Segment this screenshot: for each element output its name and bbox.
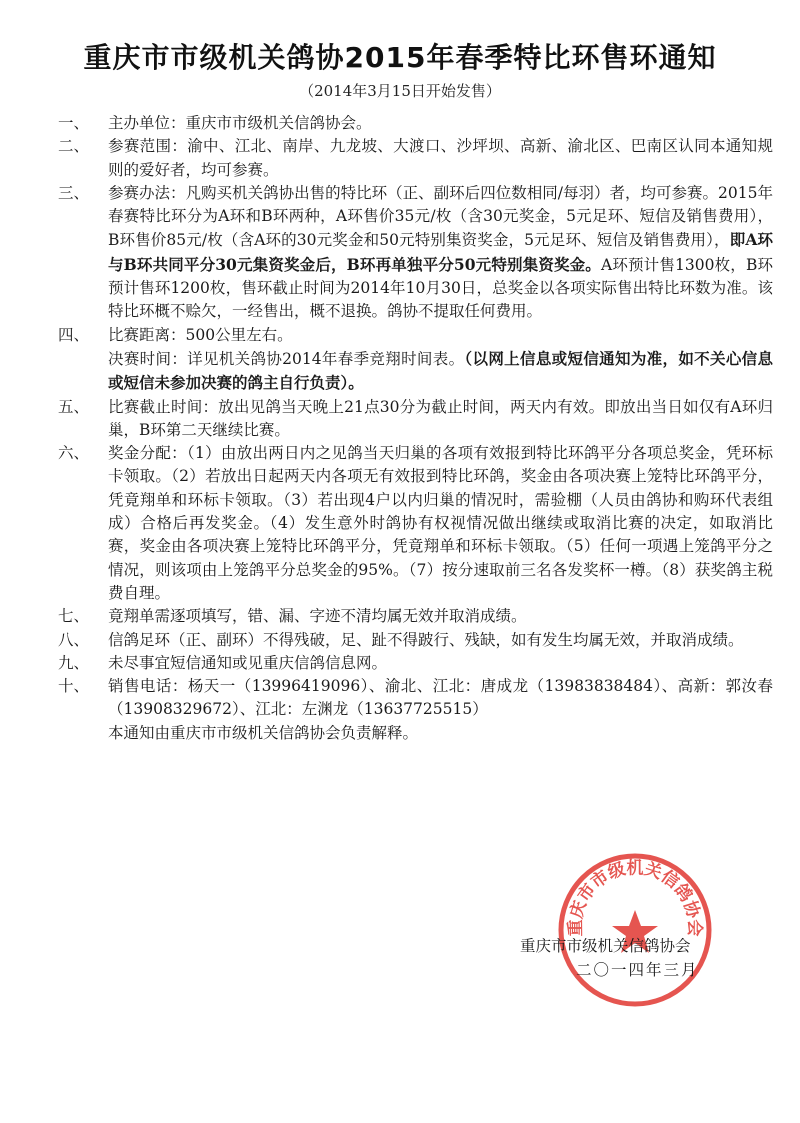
clause-6 — [58, 442, 773, 605]
clause-text: 未尽事宜短信通知或见重庆信鸽信息网。 — [108, 653, 388, 672]
clause-5 — [58, 396, 773, 443]
signature-date: 二〇一四年三月 — [576, 961, 699, 979]
clause-number: 二、 — [58, 137, 90, 156]
clause-text: 比赛截止时间：放出见鸽当天晚上21点30分为截止时间，两天内有效。即放出当日如仅有A环归巢，B环第二天继续比赛。 — [108, 397, 773, 439]
interpretation-note: 本通知由重庆市市级机关信鸽协会负责解释。 — [108, 723, 419, 742]
document-title: 重庆市市级机关鸽协2015年春季特比环售环通知 — [83, 41, 717, 74]
signature-block — [520, 934, 770, 982]
clause-9 — [58, 652, 773, 675]
final-time-text: 决赛时间：详见机关鸽协2014年春季竞翔时间表。 — [108, 349, 465, 368]
official-seal-stamp — [555, 850, 715, 1010]
clause-number: 五、 — [58, 397, 90, 416]
clause-number: 八、 — [58, 630, 90, 649]
clause-text: 竟翔单需逐项填写，错、漏、字迹不清均属无效并取消成绩。 — [108, 607, 527, 626]
clause-7 — [58, 605, 773, 628]
clause-text: 参赛范围：渝中、江北、南岸、九龙坡、大渡口、沙坪坝、高新、渝北区、巴南区认同本通知规则的爱好者，均可参赛。 — [108, 137, 773, 179]
clause-number: 七、 — [58, 607, 90, 626]
clause-2 — [58, 135, 773, 182]
clause-text: 主办单位：重庆市市级机关信鸽协会。 — [108, 114, 372, 132]
clause-number: 十、 — [58, 677, 90, 696]
document-subtitle: （2014年3月15日开始发售） — [299, 82, 501, 100]
clause-text-part: A环预计售1300枚，B环预计售环1200枚，售环截止时间为2014年10月30日，总奖金以各项实际售出特比环数为准。该特比环概不赊欠，一经售出，概不退换。鸽协不提取任何费用。 — [108, 255, 774, 321]
seal-text: 重庆市市级机关信鸽协会 — [565, 858, 705, 937]
clause-8 — [58, 629, 773, 652]
clause-number: 六、 — [58, 444, 90, 463]
clause-text — [108, 182, 773, 324]
clause-4-continuation — [58, 347, 773, 396]
clause-text: 销售电话：杨天一（13996419096）、渝北、江北：唐成龙（13983838484）、高新：郭汝春（13908329672）、江北：左渊龙（13637725515） — [108, 677, 773, 719]
clause-1 — [58, 112, 773, 135]
clause-text: 比赛距离：500公里左右。 — [108, 325, 293, 344]
clause-text: 奖金分配：（1）由放出两日内之见鸽当天归巢的各项有效报到特比环鸽平分各项总奖金，凭环标卡领取。（2）若放出日起两天内各项无有效报到特比环鸽，奖金由各项决赛上笼特比环鸽平分，凭竟翔单和环标卡领取。（3）若出现4户以内归巢的情况时，需验棚（人员由鸽协和购环代表组成）合格后再发奖金。（4）发生意外时鸽协有权视情况做出继续或取消比赛的决定，如取消比赛，奖金由各项决赛上笼特比环鸽平分，凭竟翔单和环标卡领取。（5）任何一项遇上笼鸽平分之情况，则该项由上笼鸽平分总奖金的95%。（7）按分速取前三名各发奖杯一樽。（8）获奖鸽主税费自理。 — [108, 444, 773, 602]
clause-text-part: 参赛办法：凡购买机关鸽协出售的特比环（正、副环后四位数相同/每羽）者，均可参赛。2015年春赛特比环分为A环和B环两种，A环售价35元/枚（含30元奖金，5元足环、短信及销售费用），B环售价85元/枚（含A环的30元奖金和50元特别集资奖金，5元足环、短信及销售费用）， — [108, 183, 773, 250]
signature-organization: 重庆市市级机关信鸽协会 — [520, 937, 691, 955]
clause-number: 四、 — [58, 325, 90, 344]
clause-3 — [58, 182, 773, 324]
clause-4 — [58, 324, 773, 347]
clause-number: 九、 — [58, 653, 90, 672]
final-time-note: （以网上信息或短信通知为准，如不关心信息或短信未参加决赛的鸽主自行负责）。 — [108, 348, 773, 393]
document-body — [58, 112, 773, 745]
clause-text-bold: 即A环与B环共同平分30元集资奖金后，B环再单独平分50元特别集资奖金。 — [108, 230, 774, 274]
clause-number: 一、 — [58, 114, 90, 132]
clause-number: 三、 — [58, 183, 90, 202]
clause-10 — [58, 675, 773, 722]
clause-text: 信鸽足环（正、副环）不得残破，足、趾不得跛行、残缺，如有发生均属无效，并取消成绩。 — [108, 630, 744, 649]
